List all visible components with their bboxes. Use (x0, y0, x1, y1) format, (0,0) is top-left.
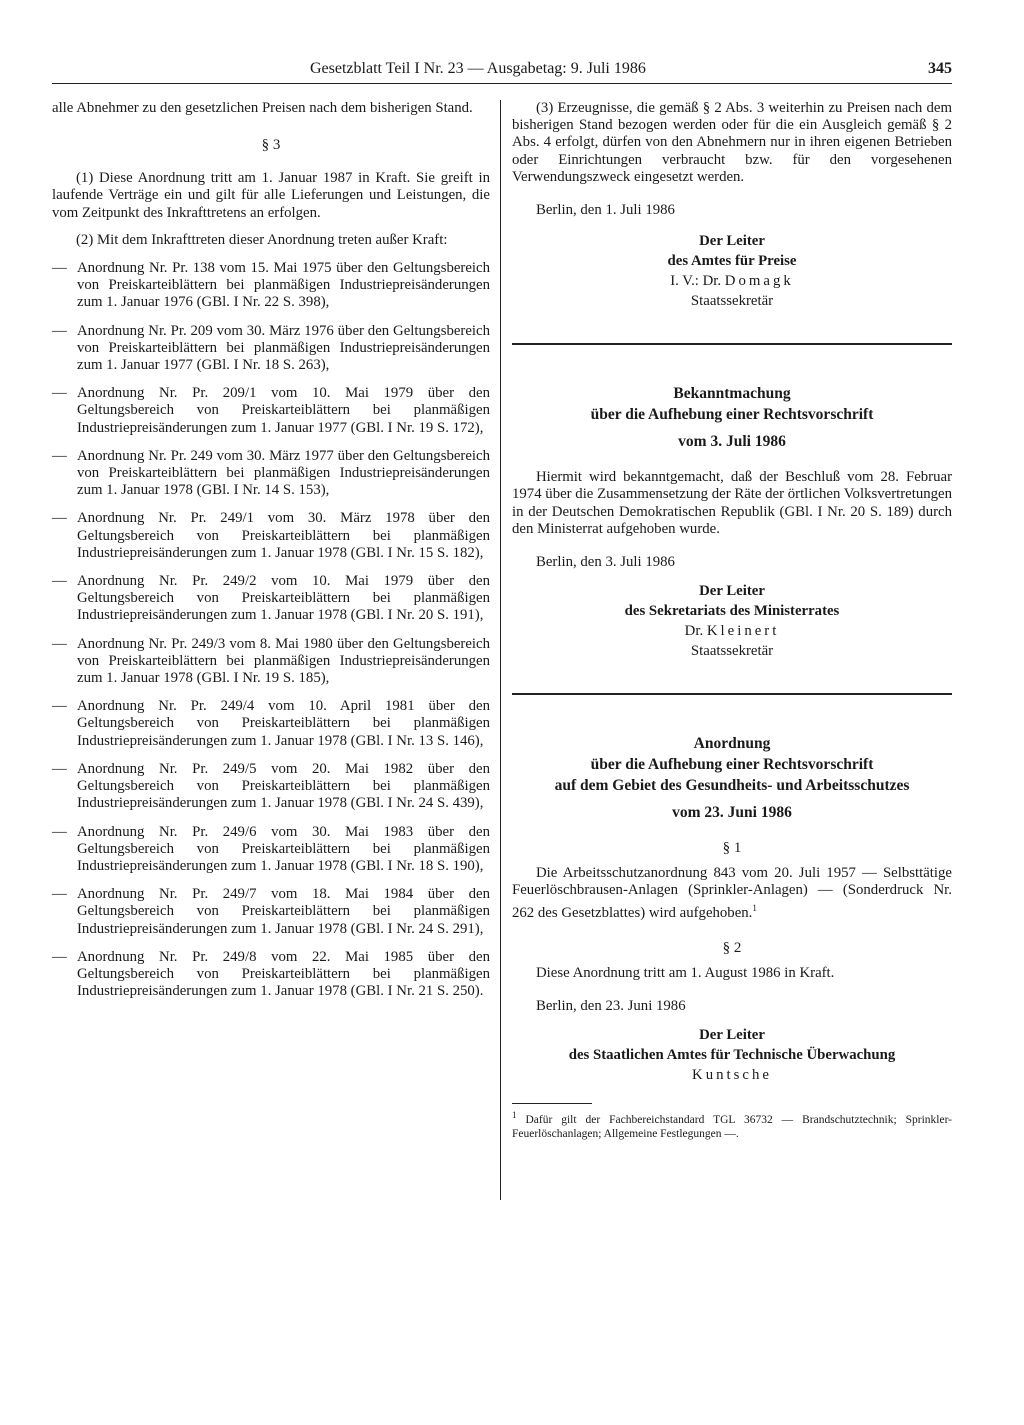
order-section (512, 733, 952, 1141)
list-item (52, 573, 490, 625)
list-item-text: Anordnung Nr. Pr. 249/5 vom 20. Mai 1982 über den Geltungsbereich von Preiskarteiblättern bei planmäßigen Industriepreisänderungen zum 1. Januar 1978 (GBl. I Nr. 24 S. 439), (77, 760, 490, 812)
list-item-text: Anordnung Nr. Pr. 209 vom 30. März 1976 über den Geltungsbereich von Preiskarteiblättern bei planmäßigen Industriepreisänderungen zum 1. Januar 1977 (GBl. I Nr. 18 S. 263), (77, 322, 490, 374)
header-rule (52, 83, 952, 84)
list-item-text: Anordnung Nr. Pr. 249 vom 30. März 1977 über den Geltungsbereich von Preiskarteiblättern bei planmäßigen Industriepreisänderungen zum 1. Januar 1978 (GBl. I Nr. 14 S. 153), (77, 447, 490, 499)
footnote-ref: 1 (752, 902, 757, 913)
footnote-rule (512, 1103, 592, 1104)
list-dash: — (52, 635, 67, 652)
order-title: Anordnung (693, 735, 771, 753)
section-3-heading: § 3 (261, 137, 281, 154)
signature-prefix: I. V.: Dr. (670, 273, 725, 290)
list-item-text: Anordnung Nr. Pr. 249/2 vom 10. Mai 1979 über den Geltungsbereich von Preiskarteiblättern bei planmäßigen Industriepreisänderungen zum 1. Januar 1978 (GBl. I Nr. 20 S. 191), (77, 573, 490, 624)
order-date: vom 23. Juni 1986 (672, 804, 792, 822)
list-item (52, 448, 490, 500)
list-item-text: Anordnung Nr. Pr. 249/8 vom 22. Mai 1985 über den Geltungsbereich von Preiskarteiblättern bei planmäßigen Industriepreisänderungen zum 1. Januar 1978 (GBl. I Nr. 21 S. 250). (77, 948, 490, 1000)
list-item (52, 886, 490, 938)
signature-prefix: Dr. (684, 623, 707, 640)
signature-name: Domagk (724, 273, 794, 290)
signature-title: Der Leiter (699, 1027, 765, 1044)
section-divider (512, 693, 952, 695)
list-dash: — (52, 322, 67, 339)
list-dash: — (52, 385, 67, 402)
signature-block-inspection (512, 1025, 952, 1085)
order-section-1-text (512, 865, 952, 922)
list-dash: — (52, 886, 67, 903)
list-item (52, 824, 490, 876)
column-divider (500, 100, 501, 1200)
running-header (52, 58, 952, 84)
list-item (52, 510, 490, 562)
list-dash: — (52, 573, 67, 590)
list-dash: — (52, 510, 67, 527)
signature-name: Kleinert (706, 623, 780, 640)
list-item (52, 385, 490, 437)
list-item (52, 761, 490, 813)
list-item-text: Anordnung Nr. Pr. 138 vom 15. Mai 1975 über den Geltungsbereich von Preiskarteiblättern bei planmäßigen Industriepreisänderungen zum 1. Januar 1976 (GBl. I Nr. 22 S. 398), (77, 260, 490, 311)
header-title: Gesetzblatt Teil I Nr. 23 — Ausgabetag: 9. Juli 1986 (310, 60, 646, 77)
list-item-text: Anordnung Nr. Pr. 249/6 vom 30. Mai 1983 über den Geltungsbereich von Preiskarteiblättern bei planmäßigen Industriepreisänderungen zum 1. Januar 1978 (GBl. I Nr. 18 S. 190), (77, 823, 490, 874)
continuation-text: alle Abnehmer zu den gesetzlichen Preisen nach dem bisherigen Stand. (52, 100, 473, 116)
order-section-2-heading: § 2 (722, 939, 742, 956)
section-para-3: (3) Erzeugnisse, die gemäß § 2 Abs. 3 weiterhin zu Preisen nach dem bisherigen Stand bezogen werden oder für die ein Ausgleich gemäß § 2 Abs. 4 erfolgt, dürfen von den Abnehmern nur in ihren eigenen Betrieben oder Einrichtungen verbraucht bzw. für den vorgesehenen Verwendungszweck eingesetzt werden. (512, 100, 952, 185)
list-item-text: Anordnung Nr. Pr. 249/4 vom 10. April 1981 über den Geltungsbereich von Preiskarteiblättern bei planmäßigen Industriepreisänderungen zum 1. Januar 1978 (GBl. I Nr. 13 S. 146), (77, 698, 490, 749)
notice-section (512, 383, 952, 661)
list-item (52, 636, 490, 688)
order-section-1-body: Die Arbeitsschutzanordnung 843 vom 20. Juli 1957 — Selbsttätige Feuerlöschbrausen-Anlagen (Sprinkler-Anlagen) — (Sonderdruck Nr. 262 des Gesetzblattes) wird aufgehoben. (512, 865, 952, 921)
page-number: 345 (928, 60, 952, 77)
list-dash: — (52, 823, 67, 840)
section-divider (512, 343, 952, 345)
notice-subtitle: über die Aufhebung einer Rechtsvorschrift (590, 406, 874, 424)
signature-role: Staatssekretär (690, 293, 774, 310)
list-item (52, 698, 490, 750)
signature-name-line (512, 621, 952, 641)
signature-block-prices (512, 231, 952, 311)
section-3-para-2: (2) Mit dem Inkrafttreten dieser Anordnung treten außer Kraft: (76, 231, 448, 248)
list-dash: — (52, 948, 67, 965)
list-dash: — (52, 447, 67, 464)
notice-title: Bekanntmachung (673, 385, 791, 403)
signature-title: Der Leiter (699, 233, 765, 250)
section-3-para-1: (1) Diese Anordnung tritt am 1. Januar 1987 in Kraft. Sie greift in laufende Verträge ein und gilt für alle Lieferungen und Leistungen, die vom Zeitpunkt des Inkrafttretens an erfolgen. (52, 170, 490, 221)
list-dash: — (52, 760, 67, 777)
signature-block-council (512, 581, 952, 661)
list-item (52, 949, 490, 1001)
list-item (52, 323, 490, 375)
list-item-text: Anordnung Nr. Pr. 249/7 vom 18. Mai 1984 über den Geltungsbereich von Preiskarteiblättern bei planmäßigen Industriepreisänderungen zum 1. Januar 1978 (GBl. I Nr. 24 S. 291), (77, 886, 490, 937)
signature-office: des Sekretariats des Ministerrates (624, 603, 840, 620)
order-section-1-heading: § 1 (722, 840, 742, 857)
notice-place-date: Berlin, den 3. Juli 1986 (536, 554, 675, 571)
footnote-mark: 1 (512, 1110, 517, 1121)
list-item-text: Anordnung Nr. Pr. 249/1 vom 30. März 1978 über den Geltungsbereich von Preiskarteiblättern bei planmäßigen Industriepreisänderungen zum 1. Januar 1978 (GBl. I Nr. 15 S. 182), (77, 510, 490, 561)
list-item-text: Anordnung Nr. Pr. 249/3 vom 8. Mai 1980 über den Geltungsbereich von Preiskarteiblättern bei planmäßigen Industriepreisänderungen zum 1. Januar 1978 (GBl. I Nr. 19 S. 185), (77, 635, 490, 687)
footnote (512, 1108, 952, 1141)
signature-name: Kuntsche (692, 1067, 772, 1084)
footnote-text: Dafür gilt der Fachbereichstandard TGL 36732 — Brandschutztechnik; Sprinkler-Feuerlöschanlagen; Allgemeine Festlegungen —. (512, 1114, 952, 1140)
notice-body: Hiermit wird bekanntgemacht, daß der Beschluß vom 28. Februar 1974 über die Zusammensetzung der Räte der örtlichen Volksvertretungen in der Deutschen Demokratischen Republik (GBl. I Nr. 20 S. 189) durch den Ministerrat aufgehoben wurde. (512, 469, 952, 537)
order-place-date: Berlin, den 23. Juni 1986 (536, 997, 686, 1014)
list-dash: — (52, 698, 67, 715)
order-subtitle: über die Aufhebung einer Rechtsvorschrift (590, 756, 874, 774)
order-section-2-text: Diese Anordnung tritt am 1. August 1986 in Kraft. (536, 964, 835, 981)
list-item-text: Anordnung Nr. Pr. 209/1 vom 10. Mai 1979 über den Geltungsbereich von Preiskarteiblättern bei planmäßigen Industriepreisänderungen zum 1. Januar 1977 (GBl. I Nr. 19 S. 172), (77, 385, 490, 436)
notice-date: vom 3. Juli 1986 (678, 433, 786, 451)
signature-title: Der Leiter (699, 583, 765, 600)
signature-office: des Amtes für Preise (667, 253, 797, 270)
repealed-orders-list (52, 260, 490, 1000)
order-subtitle-2: auf dem Gebiet des Gesundheits- und Arbeitsschutzes (554, 777, 910, 795)
left-column (52, 100, 490, 1000)
signature-name-line (512, 271, 952, 291)
right-column (512, 100, 952, 1141)
signature-office: des Staatlichen Amtes für Technische Überwachung (568, 1047, 896, 1064)
list-dash: — (52, 260, 67, 277)
list-item (52, 260, 490, 312)
place-date-1: Berlin, den 1. Juli 1986 (536, 202, 675, 219)
signature-role: Staatssekretär (690, 643, 774, 660)
